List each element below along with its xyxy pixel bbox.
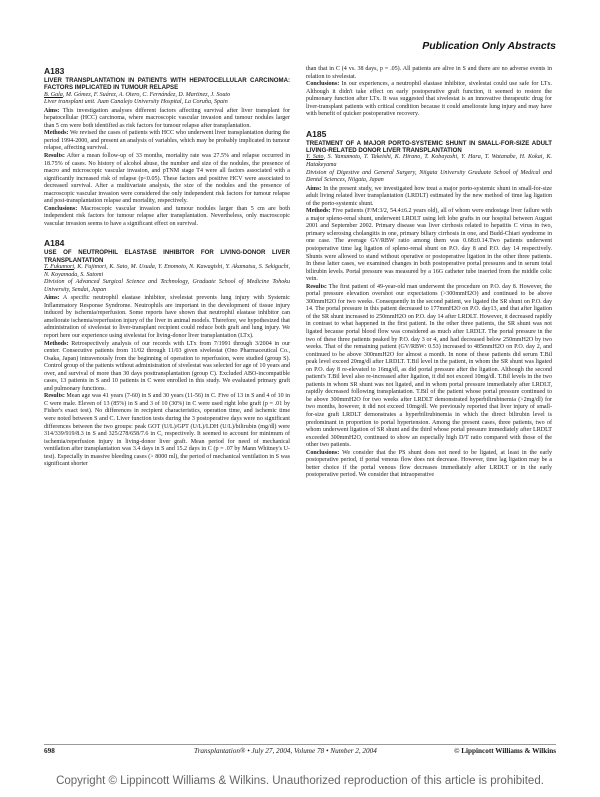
left-column	[44, 66, 290, 469]
aims-section	[44, 108, 290, 131]
section-header: Publication Only Abstracts	[422, 40, 556, 52]
abstract-affiliation: Liver transplant unit. Juan Canalejo University Hospital, La Coruña, Spain	[44, 99, 228, 106]
conclusions-section	[306, 81, 552, 119]
abstract-title: USE OF NEUTROPHIL ELASTASE INHIBITOR FOR LIVING-DONOR LIVER TRANSPLANTATION	[44, 249, 290, 264]
conclusions-section	[306, 450, 552, 480]
presenting-author: B. Gala	[44, 91, 63, 98]
aims-text: In the present study, we investigated how treat a major porto-systemic shunt in small-for-size adult living related liver transplantation (LRDLT) estimated by the new method of time lag ligation of the porto-systemic shunt.	[306, 185, 552, 207]
abstract-a184-continued	[306, 66, 552, 119]
methods-section	[306, 208, 552, 283]
methods-section	[44, 130, 290, 153]
methods-text: We revised the cases of patients with HCC who underwent liver transplantation during the period 1994-2000, and present an analysis of variables, which may be probably implicated in tumour relapse, affecting survival.	[44, 130, 290, 152]
abstract-id: A185	[306, 128, 327, 139]
co-authors: , S. Yamamoto, T. Takeishi, K. Hirano, T. Kobayashi, Y. Hara, T. Watanabe, H. Kokai, K. Hatakeyama	[306, 154, 552, 168]
abstract-affiliation: Division of Digestive and General Surgery, Niigata University Graduate School of Medical and Dental Sciences, Niigata, Japan	[306, 169, 552, 184]
abstract-authors	[44, 264, 290, 279]
aims-text: A specific neutrophil elastase inhibitor, sivelestat prevents lung injury with Systemic Inflammatory Response Syndrome. Neutrophils are important in the development of tissue injury induced by ischemia/reperfusion. Some reports have shown that neutrophil elastase inhibitor can ameliorate ischemia/reperfusion injury of the liver in animal models. Therefore, we hypothesized that administration of sivelestat to liver-transplant recipient could reduce both graft and lung injury. We report here our experience using sivelestat for living-donor liver transplantation (LTx).	[44, 295, 290, 339]
right-column	[306, 66, 552, 480]
page-number: 698	[44, 747, 55, 755]
abstract-title: TREATMENT OF A MAJOR PORTO-SYSTEMIC SHUNT IN SMALL-FOR-SIZE ADULT LIVING-RELATED DONOR LIVER TRANSPLANTATION	[306, 139, 552, 155]
methods-text: Retrospectively analysis of our records with LTx from 7/1991 through 3/2004 in our center. Consecutive patients from 11/02 through 11/03 given sivelestat (Ono Pharmaceutical Co., Osaka, Japan) intravenously from the beginning of operation to reperfusion, were studied (group S). Control group of the patients without administration of sivelestat was selected for age of 10 years and over, and survival of more than 30 days posttransplantation (group C). Excluded ABO-incompatible cases, 13 patients in S and 10 patients in C were enrolled in this study. We evaluated primary graft and pulmonary functions.	[44, 340, 290, 392]
aims-section	[44, 295, 290, 340]
abstract-id: A183	[44, 66, 65, 76]
conclusions-label: Conclusions:	[306, 81, 340, 88]
presenting-author: T. Fukumori	[44, 264, 75, 271]
results-label: Results:	[44, 152, 65, 159]
results-text: After a mean follow-up of 33 months, mortality rate was 27.5% and relapse occurred in 18.75% of cases. No history of alcohol abuse, the number and size of the nodules, the presence of macro and microscopic vascular invasion, and pTNM stage T4 were all factors associated with a significantly increased risk of relapse (p<0.05). These factors and positive HCV were associated to decreased survival. After a multivariate analysis, the size of the nodules and the presence of macroscopic vascular invasion were considered the only independent risk factors for tumour relapse and post-transplantation relapse and mortality, respectively.	[44, 152, 290, 205]
abstract-affiliation: Division of Advanced Surgical Science and Technology, Graduate School of Medicine Tohoku University, Sendai, Japan	[44, 279, 290, 293]
presenting-author: Y. Sato	[306, 154, 324, 161]
conclusions-text: We consider that the PS shunt does not need to be ligated, at least in the early postoperative period, if portal venous flow does not decrease. However, time lag ligation may be a better choice if the portal venous flow decreases immediately after LRDLT or in the early postoperative period. We consider that intraoperative	[306, 449, 552, 479]
spacer	[44, 228, 290, 238]
spacer	[306, 119, 552, 129]
abstract-a184	[44, 238, 290, 468]
results-section	[44, 153, 290, 206]
methods-label: Methods:	[44, 130, 69, 137]
aims-label: Aims:	[44, 295, 60, 302]
methods-text: Five patients (F/M:3/2, 54.4±6.2 years old), all of whom were endostage liver failure with a major spleno-renal shunt, underwent LRDLT using left lobe grafts in our hospital between August 2001 and September 2002. Primary disease was liver cirrhosis related to hepatitis C virus in two, primary sclerosing cholangitis in one, primary biliary cirrhosis in one, and Budd-Chiari syndrome in one case. The average GV/RBW ratio among them was 0.68±0.14.Two patients underwent postoperative time lag ligation of spleno-renal shunt on P.O. day 8 and P.O. day 14 respectively. Shunts were allowed to stand without operative or postoperative ligation in the other three patients. In these latter cases, we examined changes in both postoperative portal pressures and in serum total bilirubin levels. Portal pressure was measured by a 16G catheter tube inserted from the middle colic vein.	[306, 208, 552, 283]
aims-section	[306, 186, 552, 209]
results-text: Mean age was 41 years (7-60) in S and 30 years (11-56) in C. Five of 13 in S and 4 of 10 in C were male. Eleven of 13 (85%) in S and 3 of 10 (30%) in C were used right lobe graft (p = .01 by Fisher's exact test). No differences in recipient characteristics, operation time, and ischemic time were noted between S and C. Liver function tests during the 3 postoperative days were no significant differences between the two groups: peak GOT (U/L)/GPT (U/L)/LDH (U/L)/bilirubin (mg/dl) were 314/339/919/8.3 in S and 325/278/658/7.6 in C, respectively. It seemed to account for minimum of ischemia/reperfusion injury in living-donor liver graft. Mean period for need of mechanical ventilation after transplantation was 3.4 days in S and 15.2 days in C (p = .07 by Mann Whitney's U-test). Especially in massive bleeding cases (> 8000 ml), the period of mechanical ventilation in S was significant shorter	[44, 393, 290, 468]
abstract-a185	[306, 129, 552, 480]
footer-rule	[44, 744, 556, 745]
conclusions-label: Conclusions:	[306, 449, 340, 456]
aims-text: This investigation analyses different factors affecting survival after liver transplant for hepatocellular (HCC) carcinoma, where macroscopic vascular invasion and tumour nodules larger than 5 cm were both identified as risk factors for tumour relapse after transplantation.	[44, 107, 290, 129]
results-section	[44, 393, 290, 468]
abstract-title: LIVER TRANSPLANTATION IN PATIENTS WITH HEPATOCELLULAR CARCINOMA: FACTORS IMPLICATED IN TUMOUR RELAPSE	[44, 77, 290, 92]
results-label: Results:	[44, 393, 65, 400]
conclusions-text: Macroscopic vascular invasion and tumour nodules larger than 5 cm are both independent risk factors for tumour relapse after transplantation. Nevertheless, only macroscopic vascular invasion seems to have a significant effect on survival.	[44, 205, 290, 227]
abstract-authors	[44, 92, 290, 100]
conclusions-text: In our experiences, a neutrophil elastase inhibitor, sivelestat could use safe for LTx. Although it didn't take effect on early postoperative graft function, it seemed to restore the pulmonary function after LTx. It was suggested that sivelestat is an innovative therapeutic drug for liver-transplant patients with critical condition because it could ameliorate lung injury and may have with benefit of quicker postoperative recovery.	[306, 81, 552, 118]
abstract-authors	[306, 154, 552, 169]
abstract-id: A184	[44, 238, 65, 249]
methods-label: Methods:	[44, 340, 69, 347]
results-text: The first patient of 49-year-old man underwent the procedure on P.O. day 8. However, the portal pressure elevation overshot our expectations (>300mmH2O) and continued to be above 300mmH2O for two weeks. Consequently in the second patient, we ligated the SR shunt on P.O. day 14. The portal pressure in this patient decreased to 177mmH2O on P.O. day13, and that after ligation of the SR shunt increased to 250mmH2O on P.O. day 14 after LRDLT. However, it decreased rapidly in contrast to what happened in the first patient. In the other three patients, the SR shunt was not ligated because portal blood flow was considered as much after LRDLT. The portal pressure in the two of these three patients peaked by P.O. day 3 or 4, and had decreased below 250mmH2O by two weeks. That of the remaining patient (GV/RBW: 0.53) increased to 485mmH2O on P.O. day 2, and continued to be above 300mmH2O for almost a month. In none of these patients did serum T.Bil peak level exceed 20mg/dl after LRDLT. T.Bil level in the patient, in whom the SR shunt was ligated on P.O. day 8 re-elevated to 16mg/dl, as did portal pressure after the ligation. Although the second patient's T.Bil level also re-increased after ligation, it did not exceed 10mg/dl. T.Bil levels in the two patients in whom SR shunt was not ligated, and in whom portal pressure immediately after LRDLT, rapidly decreased following transplantation. T.Bil of the patient whose portal pressure continued to be above 300mmH2O for two weeks after LRDLT demonstrated hyperbilirubinemia (>2mg/dl) for two months, however, it did not exceed 10mg/dl. We previously reported that liver injury of small-for-size graft LRDLT demonstrates a hyperbilirubinemia in which the direct bilirubin level is predominant in proportion to portal hypertension. Among the present cases, three patients, two of whom underwent ligation of SR shunt and the third whose portal pressure immediately after LRDLT exceeded 300mmH2O, continued to show an especially high D/T ratio compared with those of the other two patients.	[306, 283, 552, 449]
conclusions-section	[44, 206, 290, 229]
copyright-notice: Copyright © Lippincott Williams & Wilkins. Unauthorized reproduction of this article is prohibited.	[56, 775, 544, 787]
aims-label: Aims:	[306, 185, 322, 192]
co-authors: , M. Gómez, F. Suárez, A. Otero, C. Fernández, D. Martinez, J. Souto	[62, 91, 231, 98]
methods-label: Methods:	[306, 208, 331, 215]
journal-citation: Transplantation® • July 27, 2004, Volume 78 • Number 2, 2004	[194, 747, 377, 755]
results-continued: than that in C (4 vs. 38 days, p = .05). All patients are alive in S and there are no adverse events in relation to sivelestat.	[306, 66, 552, 80]
co-authors: , K. Fujimori, K. Sato, M. Usuda, Y. Enomoto, N. Kawagishi, Y. Akamatsu, S. Sekiguchi, N. Koyamada, S. Satomi	[44, 264, 290, 278]
publisher-credit: © Lippincott Williams & Wilkins	[454, 747, 556, 755]
results-section	[306, 284, 552, 450]
methods-section	[44, 341, 290, 394]
results-label: Results:	[306, 283, 327, 290]
aims-label: Aims:	[44, 107, 60, 114]
abstract-a183	[44, 66, 290, 228]
conclusions-label: Conclusions:	[44, 205, 78, 212]
